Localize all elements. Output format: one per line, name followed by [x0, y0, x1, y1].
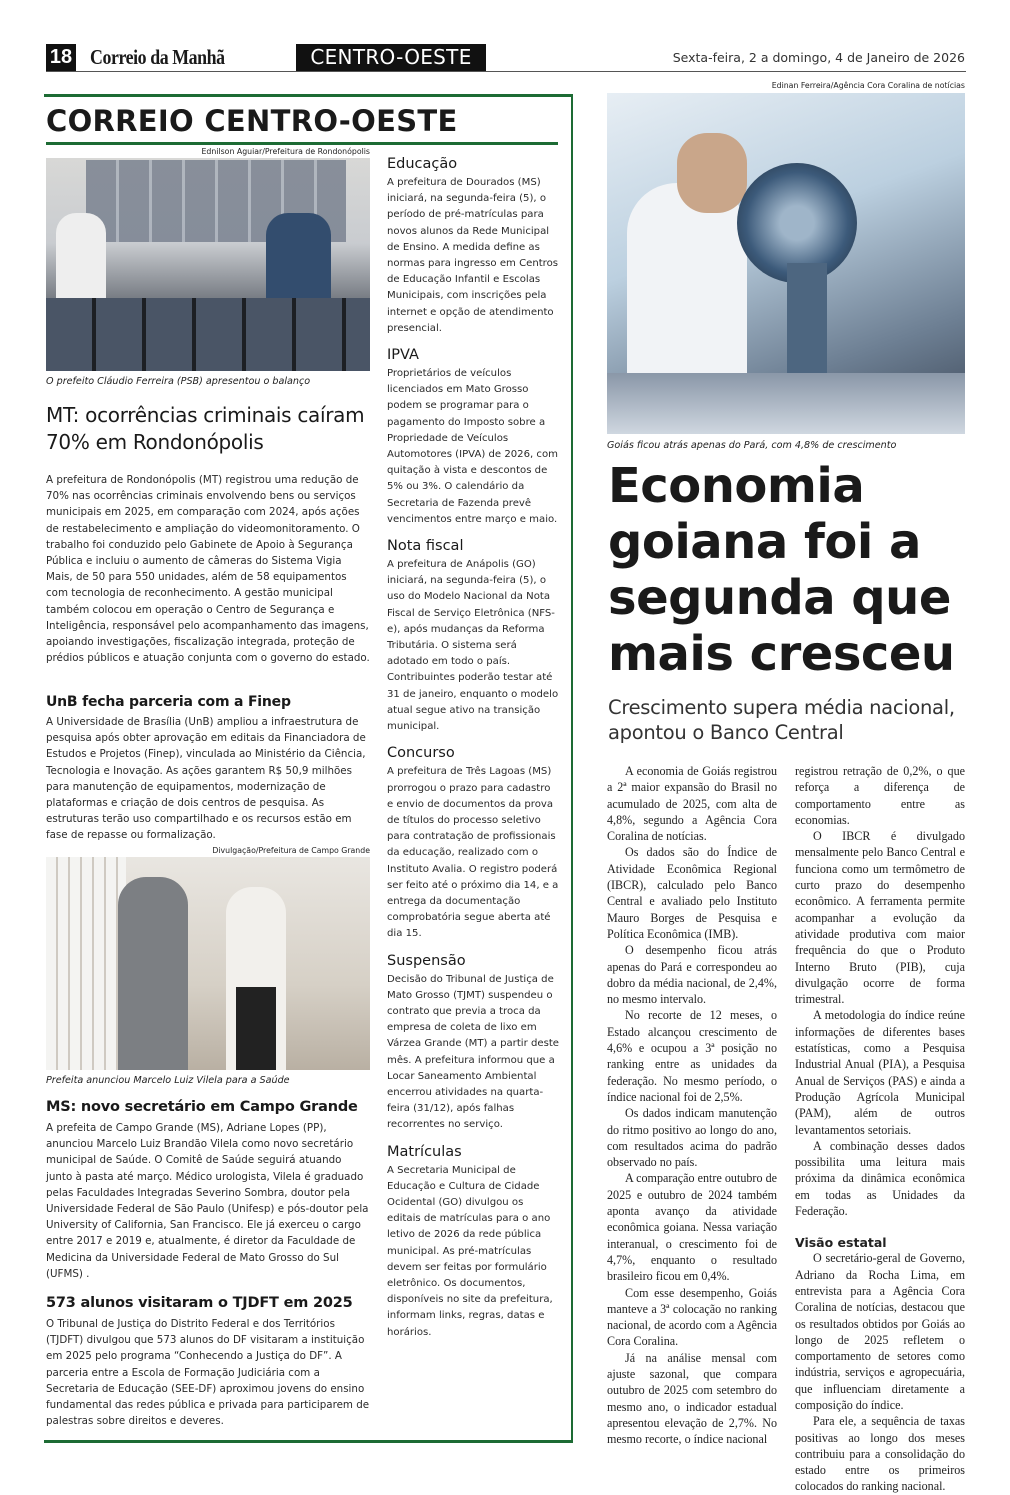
subsection-heading: Visão estatal	[795, 1235, 887, 1251]
paragraph: A economia de Goiás registrou a 2ª maior expansão do Brasil no acumulado de 2025, com alta de 4,8%, segundo a Agência Cora Coralina de notícias.	[607, 764, 777, 844]
brief-item	[387, 745, 559, 942]
paragraph: O secretário-geral de Governo, Adriano da Rocha Lima, em entrevista para a Agência Cora Coralina de notícias, destacou que os resultados obtidos por Goiás ao longo de 2025 refletem o comportamento de setores como indústria, serviços e agropecuária, que influenciam diretamente a composição do índice.	[795, 1251, 965, 1412]
page-number: 18	[46, 44, 76, 71]
brief-body: A prefeitura de Anápolis (GO) iniciará, na segunda-feira (5), o uso do Modelo Nacional da Nota Fiscal de Serviço Eletrônica (NFS-e), após mudanças da Reforma Tributária. O sistema será adotado em todo o país. Contribuintes poderão testar até 31 de janeiro, enquanto o modelo atual segue ativo na transição municipal.	[387, 559, 559, 733]
article-headline: MS: novo secretário em Campo Grande	[46, 1099, 358, 1115]
photo-caption: Prefeita anunciou Marcelo Luiz Vilela para a Saúde	[46, 1075, 290, 1086]
brief-body: A prefeitura de Três Lagoas (MS) prorrogou o prazo para cadastro e envio de documentos da prova de títulos do processo seletivo para contratação de profissionais da educação, realizado com o Instituto Avalia. O registro poderá ser feito até o próximo dia 14, e a entrega da documentação comprobatória segue aberta até dia 15.	[387, 766, 559, 940]
article-body: A prefeita de Campo Grande (MS), Adriane Lopes (PP), anunciou Marcelo Luiz Brandão Vilela como novo secretário municipal de Saúde. O Comitê de Saúde seguirá atuando junto à pasta até março. Médico urologista, Vilela é graduado pelas Faculdades Integradas Severino Sombra, doutor pela Universidade Federal de São Paulo (Unifesp) e pós-doutor pela University of California, San Francisco. Ele já exerceu o cargo entre 2017 e 2019 e, atualmente, é diretor da Faculdade de Medicina da Universidade Federal de Mato Grosso do Sul (UFMS) .	[46, 1122, 369, 1280]
brief-title: Concurso	[387, 745, 455, 762]
brief-item	[387, 156, 559, 337]
main-subheadline: Crescimento supera média nacional, apontou o Banco Central	[608, 696, 955, 744]
brief-item	[387, 1144, 559, 1341]
article-body: A prefeitura de Rondonópolis (MT) registrou uma redução de 70% nas ocorrências criminais envolvendo bens ou serviços municipais em 2025, em comparação com 2024, após ações de restabelecimento e ampliação do videomonitoramento. O trabalho foi conduzido pelo Gabinete de Apoio à Segurança Pública e incluiu o aumento de câmeras do Sistema Vigia Mais, de 50 para 550 unidades, além de 58 equipamentos com tecnologia de reconhecimento. A gestão municipal também colocou em operação o Centro de Segurança e Inteligência, responsável pelo acompanhamento das imagens, apoiando investigações, fiscalização integrada, proteção de prédios públicos e atuação conjunta com o governo do estado.	[46, 474, 370, 665]
briefs-column	[387, 156, 559, 1341]
photo-credit: Edinan Ferreira/Agência Cora Coralina de notícias	[771, 81, 965, 90]
brief-body: Decisão do Tribunal de Justiça de Mato Grosso (TJMT) suspendeu o contrato que previa a troca da empresa de coleta de lixo em Várzea Grande (MT) a partir deste mês. A prefeitura informou que a Locar Saneamento Ambiental encerrou atividades na quarta-feira (31/12), após falhas recorrentes no serviço.	[387, 973, 559, 1131]
paragraph: Para ele, a sequência de taxas positivas ao longo dos meses contribuiu para a consolidação do estado entre os primeiros colocados do ranking nacional.	[795, 1414, 965, 1494]
article-body: O Tribunal de Justiça do Distrito Federal e dos Territórios (TJDFT) divulgou que 573 alunos do DF visitaram a instituição em 2025 pelo programa “Conhecendo a Justiça do DF”. A parceria entre a Escola de Formação Judiciária com a Secretaria de Educação (SEE-DF) aproximou jovens do ensino fundamental das redes pública e privada para participarem de palestras sobre direitos e deveres.	[46, 1318, 370, 1428]
paragraph: Os dados são do Índice de Atividade Econômica Regional (IBCR), calculado pelo Banco Central e avaliado pelo Instituto Mauro Borges de Pesquisa e Política Econômica (IMB).	[607, 845, 777, 941]
photo-caption: O prefeito Cláudio Ferreira (PSB) apresentou o balanço	[46, 376, 311, 387]
masthead-logo: Correio da Manhã	[90, 45, 225, 69]
main-headline: Economia goiana foi a segunda que mais cresceu	[608, 458, 955, 682]
photo-handshake	[46, 857, 370, 1070]
article-headline: 573 alunos visitaram o TJDFT em 2025	[46, 1295, 353, 1311]
brief-title: Matrículas	[387, 1143, 462, 1160]
photo-credit: Ednilson Aguiar/Prefeitura de Rondonópolis	[201, 147, 370, 156]
article-column-2	[795, 763, 965, 1495]
dateline: Sexta-feira, 2 a domingo, 4 de Janeiro de 2026	[672, 50, 965, 65]
brief-body: A prefeitura de Dourados (MS) iniciará, na segunda-feira (5), o período de pré-matrículas para novos alunos da Rede Municipal de Ensino. A medida define as normas para ingresso em Centros de Educação Infantil e Escolas Municipais, com inscrições pela internet e opção de atendimento presencial.	[387, 177, 559, 334]
photo-factory-worker	[607, 93, 965, 434]
paragraph: registrou retração de 0,2%, o que reforça a diferença de comportamento entre as economias.	[795, 764, 965, 827]
brief-item	[387, 347, 559, 528]
photo-monitoring-room	[46, 158, 370, 371]
paragraph: A combinação desses dados possibilita uma leitura mais próxima da dinâmica econômica em todas as Unidades da Federação.	[795, 1138, 965, 1219]
photo-caption: Goiás ficou atrás apenas do Pará, com 4,8% de crescimento	[607, 440, 897, 451]
paragraph: Já na análise mensal com ajuste sazonal, que compara outubro de 2025 com setembro do mesmo ano, o indicador estadual apresentou elevação de 2,7%. No mesmo recorte, o índice nacional	[607, 1350, 777, 1447]
article-headline: UnB fecha parceria com a Finep	[46, 694, 291, 710]
article-body: A Universidade de Brasília (UnB) ampliou a infraestrutura de pesquisa após obter aprovação em editais da Financiadora de Estudos e Projetos (Finep), vinculada ao Ministério da Ciência, Tecnologia e Inovação. As ações garantem R$ 50,9 milhões para manutenção de equipamentos, modernização de plataformas e criação de dois centros de pesquisa. As estruturas terão uso compartilhado e os recursos estão em fase de repasse ou formalização.	[46, 716, 366, 842]
brief-title: Educação	[387, 156, 458, 172]
brief-body: Proprietários de veículos licenciados em Mato Grosso podem se programar para o pagamento do Imposto sobre a Propriedade de Veículos Automotores (IPVA) de 2026, com quitação à vista e descontos de 5% ou 3%. O calendário da Secretaria de Fazenda prevê vencimentos entre março e maio.	[387, 368, 558, 525]
title-rule	[46, 142, 558, 145]
paragraph: Os dados indicam manutenção do ritmo positivo ao longo do ano, com resultados acima do padrão observado no país.	[607, 1106, 777, 1170]
paragraph: A metodologia do índice reúne informações de diferentes bases estatísticas, como a Pesquisa Industrial Anual (PIA), a Pesquisa Anual de Serviços (PAS) e ainda a Produção Agrícola Municipal (PAM), além de outros levantamentos setoriais.	[795, 1008, 965, 1137]
brief-item	[387, 953, 559, 1134]
paragraph: Com esse desempenho, Goiás manteve a 3ª colocação no ranking nacional, de acordo com a Agência Cora Coralina.	[607, 1285, 777, 1349]
brief-title: IPVA	[387, 347, 419, 364]
section-label: CENTRO-OESTE	[296, 44, 486, 71]
brief-title: Suspensão	[387, 952, 466, 969]
article-column-1	[607, 763, 777, 1447]
brief-title: Nota fiscal	[387, 538, 464, 555]
paragraph: No recorte de 12 meses, o Estado alcançou crescimento de 4,6% e ocupou a 3ª posição no ranking entre as unidades da federação. No mesmo período, o índice nacional foi de 2,5%.	[607, 1008, 777, 1104]
paragraph: A comparação entre outubro de 2025 e outubro de 2024 também aponta avanço da atividade econômica goiana. Nessa variação interanual, o crescimento foi de 4,7%, enquanto o resultado brasileiro ficou em 0,4%.	[607, 1171, 777, 1284]
paragraph: O desempenho ficou atrás apenas do Pará e correspondeu ao dobro da média nacional, de 2,4%, no mesmo intervalo.	[607, 943, 777, 1007]
section-box-title: CORREIO CENTRO-OESTE	[46, 104, 458, 138]
paragraph: O IBCR é divulgado mensalmente pelo Banco Central e funciona como um termômetro de curto prazo do desempenho econômico. A ferramenta permite acompanhar a evolução da atividade produtiva com maior frequência do que o Produto Interno Bruto (PIB), cuja divulgação ocorre de forma trimestral.	[795, 829, 965, 1007]
photo-credit: Divulgação/Prefeitura de Campo Grande	[212, 846, 370, 855]
section-box-bottom-rule	[44, 1440, 573, 1443]
brief-body: A Secretaria Municipal de Educação e Cultura de Cidade Ocidental (GO) divulgou os editais de matrículas para o ano letivo de 2026 da rede pública municipal. As pré-matrículas devem ser feitas por formulário eletrônico. Os documentos, disponíveis no site da prefeitura, informam links, regras, datas e horários.	[387, 1164, 553, 1338]
article-headline: MT: ocorrências criminais caíram 70% em Rondonópolis	[46, 403, 365, 454]
brief-item	[387, 538, 559, 735]
